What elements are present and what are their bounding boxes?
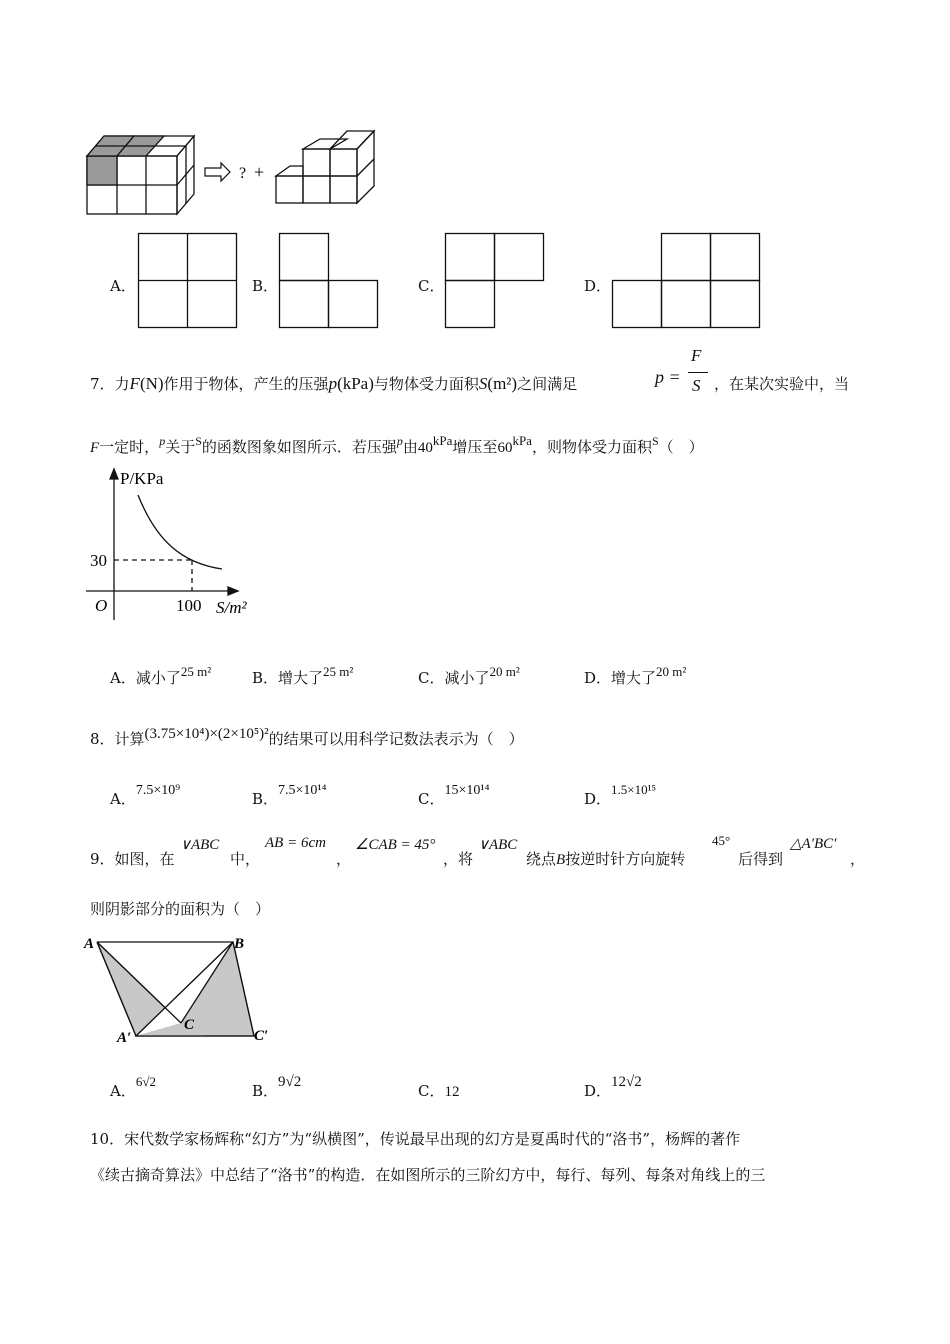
q7-option-d[interactable]: D．增大了20 m² [584, 664, 687, 687]
q9-label-a-prime: A′ [117, 1030, 132, 1046]
q9-stem-part6: ， [850, 850, 866, 868]
q7-option-a[interactable]: A．减小了25 m² [110, 664, 212, 687]
q9-option-b[interactable]: B．9√2 [252, 1074, 302, 1100]
q9-label-c-prime: C′ [254, 1028, 269, 1044]
q7-formula-bar [688, 372, 708, 373]
q10-stem-line2: 《续古摘奇算法》中总结了“洛书”的构造．在如图所示的三阶幻方中，每行、每列、每条对角线上的三 [90, 1166, 766, 1184]
q8-option-c[interactable]: C．15×10¹⁴ [418, 783, 490, 808]
q9-stem-part5: 后得到 [738, 850, 784, 868]
q9-option-c[interactable]: C．12 [418, 1082, 460, 1100]
q7-graph [86, 465, 266, 625]
q6-option-c-label[interactable]: C． [418, 277, 445, 295]
q8-option-d[interactable]: D．1.5×10¹⁵ [584, 782, 657, 808]
q7-graph-xtick: 100 [176, 596, 202, 615]
q9-stem-part1: 9．如图，在 [90, 850, 175, 868]
q8-option-b[interactable]: B．7.5×10¹⁴ [252, 783, 327, 808]
q9-stem-part4: 绕点B按逆时针方向旋转 [526, 850, 686, 868]
q9-rotation-angle: 45° [712, 833, 731, 848]
q9-triangle-abc: ∨ABC [180, 837, 220, 853]
q7-graph-ylabel: P/KPa [120, 469, 164, 488]
q6-cube-figure [84, 128, 384, 228]
q9-triangle-image: △A′BC′ [790, 836, 837, 852]
svg-text:?: ? [239, 165, 247, 182]
q9-label-b: B [234, 936, 245, 952]
q7-option-c[interactable]: C．减小了20 m² [418, 664, 520, 687]
q7-stem-line2: F一定时，$^p$关于$^S$的函数图象如图所示．若压强$^p$由40kPa增压至60kPa，则物体受力面积$^S$（ ） [90, 433, 704, 456]
q10-stem-line1: 10．宋代数学家杨辉称“幻方”为“纵横图”，传说最早出现的幻方是夏禹时代的“洛书”，杨辉的著作 [90, 1130, 741, 1148]
q8-option-a[interactable]: A．7.5×10⁹ [110, 783, 181, 808]
q9-stem-part3: ，将 [443, 850, 474, 868]
q6-option-d-label[interactable]: D． [584, 277, 612, 295]
q6-option-c-figure [445, 233, 545, 329]
q6-option-b-label[interactable]: B． [252, 277, 279, 295]
q7-graph-ytick: 30 [90, 551, 107, 570]
q9-triangle-abc-2: ∨ABC [478, 837, 518, 853]
q9-stem-part2: 中， [230, 850, 261, 868]
q7-graph-origin: O [95, 596, 108, 615]
q7-formula-denominator: S [692, 376, 701, 395]
q6-option-a-label[interactable]: A． [110, 277, 136, 295]
q7-formula-lhs: p = [655, 367, 681, 387]
q7-stem-line1-end: ，在某次实验中，当 [714, 375, 850, 393]
q9-label-c: C [184, 1017, 195, 1033]
q9-option-a[interactable]: A．6√2 [110, 1074, 156, 1100]
q9-option-d[interactable]: D．12√2 [584, 1074, 642, 1100]
q6-option-b-figure [279, 233, 379, 329]
q6-option-a-figure [138, 233, 238, 329]
q7-graph-xlabel: S/m² [216, 598, 247, 617]
q7-stem-line1: 7．力F(N)作用于物体，产生的压强p(kPa)与物体受力面积S(m²)之间满足 [90, 374, 578, 393]
q9-ab-length: AB = 6cm [265, 835, 326, 851]
q8-stem: 8．计算(3.75×10⁴)×(2×10⁵)²的结果可以用科学记数法表示为（ ） [90, 726, 524, 748]
svg-text:+: + [254, 162, 265, 182]
q9-angle: ∠CAB = 45° [355, 837, 436, 853]
q6-option-d-figure [612, 233, 762, 329]
q7-formula-numerator: F [691, 346, 702, 365]
q9-label-a: A [84, 936, 95, 952]
q9-comma: ， [336, 850, 352, 868]
q7-option-b[interactable]: B．增大了25 m² [252, 664, 354, 687]
q9-figure [84, 932, 284, 1044]
q9-stem-line2: 则阴影部分的面积为（ ） [90, 900, 271, 918]
